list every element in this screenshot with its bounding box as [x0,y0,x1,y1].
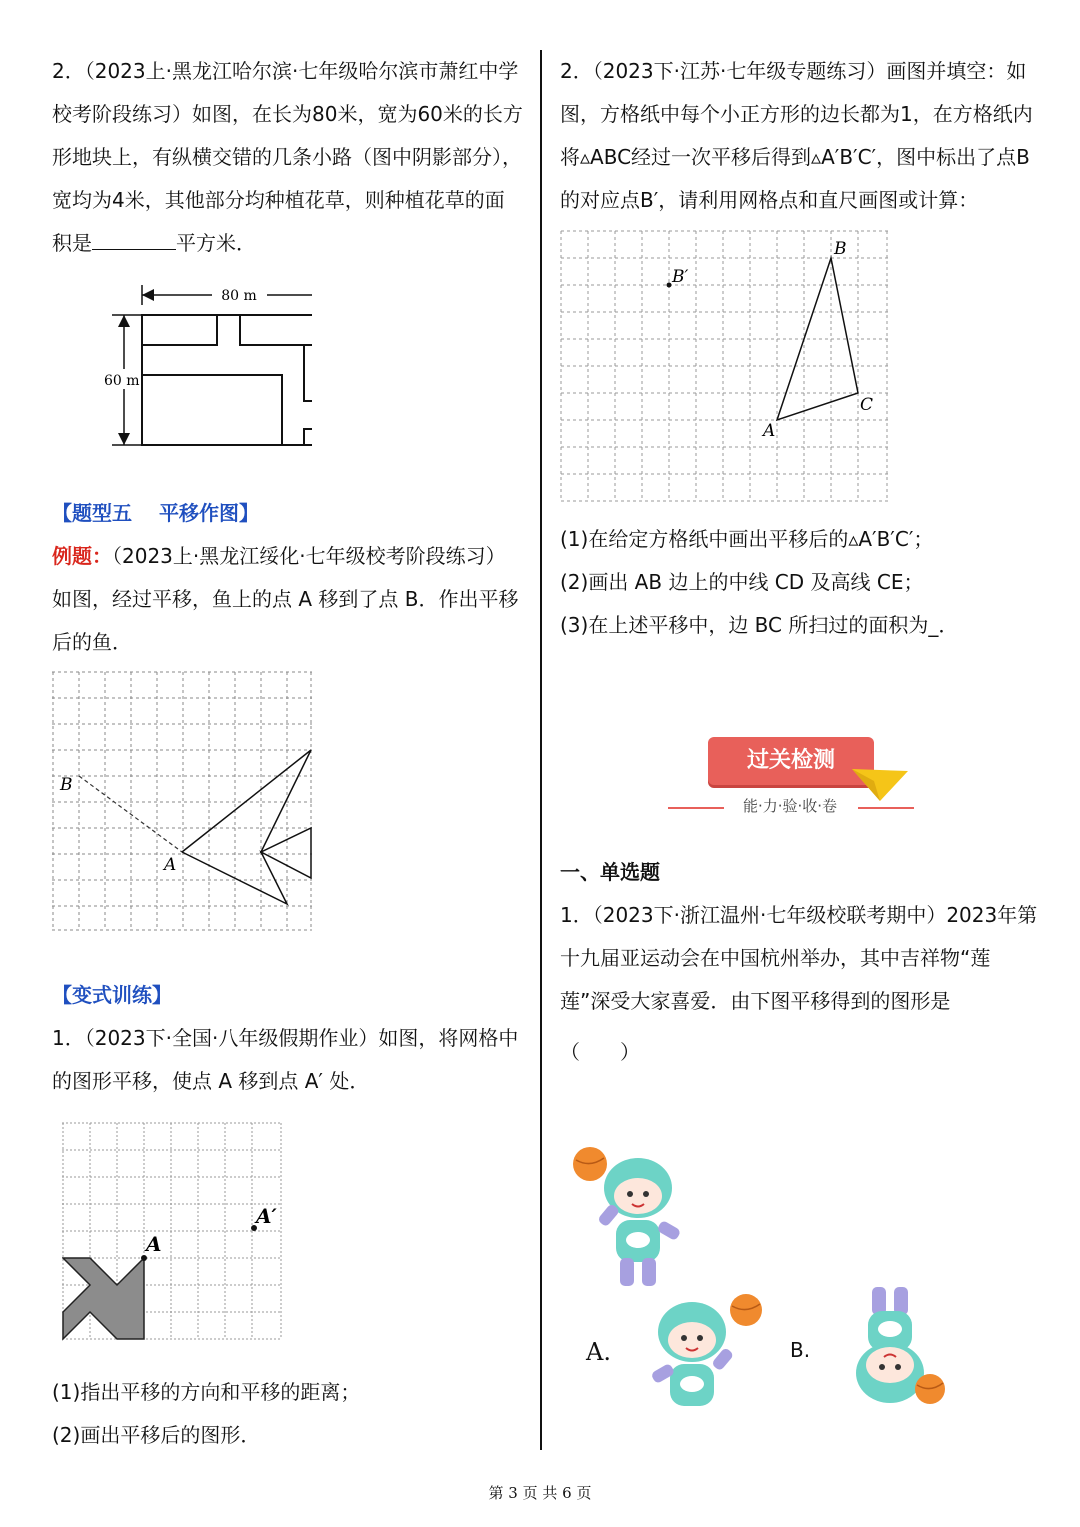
variant-q1-sub1: (1)指出平移的方向和平移的距离； [52,1380,361,1404]
variant-title: 【变式训练】 [52,983,172,1007]
level-check-banner [560,727,1040,837]
shape-grid-figure [62,1121,302,1351]
triangle-label-b: B [834,239,847,259]
banner-line-right [858,807,914,809]
column-divider [540,50,542,1450]
option-b-label[interactable]: B. [790,1338,811,1362]
example-question [52,535,524,664]
fish-grid-figure [52,670,314,932]
right-column [560,50,1040,1074]
triangle-label-c: C [860,395,874,415]
question-2-left [52,50,524,265]
paper-plane-icon [852,763,912,803]
left-column [52,50,524,1457]
mc-question-1-bracket: （ ） [560,1040,640,1064]
example-text: （2023上·黑龙江绥化·七年级校考阶段练习）如图，经过平移，鱼上的点 A 移到了点 B．作出平移后的鱼． [52,544,519,654]
mc-question-1: 1．（2023下·浙江温州·七年级校联考期中）2023年第十九届亚运动会在中国杭州举办，其中吉祥物“莲莲”深受大家喜爱．由下图平移得到的图形是 [560,903,1038,1013]
page-footer: 第 3 页 共 6 页 [488,1484,592,1502]
triangle-label-a: A [763,421,776,441]
banner-title: 过关检测 [746,748,835,773]
triangle-label-b-prime: B′ [672,267,689,287]
variant-question-1: 1．（2023下·全国·八年级假期作业）如图，将网格中的图形平移，使点 A 移到点 A′ 处． [52,1026,519,1093]
example-label: 例题： [52,544,112,568]
single-choice-heading: 一、单选题 [560,860,660,884]
q2-right-sub3: (3)在上述平移中，边 BC 所扫过的面积为_． [560,613,959,637]
width-label: 80 m [221,288,257,304]
q2-right-sub1: (1)在给定方格纸中画出平移后的▵A′B′C′； [560,527,934,551]
mascot-original-image [568,1140,698,1290]
shape-label-a: A [146,1232,162,1256]
triangle-grid-figure [560,230,892,508]
q2-right-sub2: (2)画出 AB 边上的中线 CD 及高线 CE； [560,570,924,594]
height-label: 60 m [104,373,140,389]
banner-subtitle: 能·力·验·收·卷 [742,797,838,815]
variant-q1-sub2: (2)画出平移后的图形． [52,1423,261,1447]
section-5-title: 【题型五 平移作图】 [52,501,259,525]
question-2-right: 2．（2023下·江苏·七年级专题练习）画图并填空：如图，方格纸中每个小正方形的边长都为1，在方格纸内将▵ABC经过一次平移后得到▵A′B′C′，图中标出了点B的对应点B′，请利用网格点和直尺画图或计算： [560,59,1033,212]
fish-label-b: B [60,775,73,795]
field-path-figure [52,277,312,447]
shape-label-a-prime: A′ [256,1204,277,1228]
option-a-label[interactable]: A. [586,1338,611,1366]
q2-text: 2．（2023上·黑龙江哈尔滨·七年级哈尔滨市萧红中学校考阶段练习）如图，在长为80米，宽为60米的长方形地块上，有纵横交错的几条小路（图中阴影部分），宽均为4米，其他部分均种植花草，则种植花草的面积是 [52,59,523,255]
banner-line-left [668,807,724,809]
mascot-option-b-image[interactable] [830,1285,960,1415]
answer-blank[interactable] [92,229,176,250]
q2-tail: 平方米． [176,231,256,255]
fish-label-a: A [164,855,177,875]
mascot-option-a-image[interactable] [636,1288,766,1418]
